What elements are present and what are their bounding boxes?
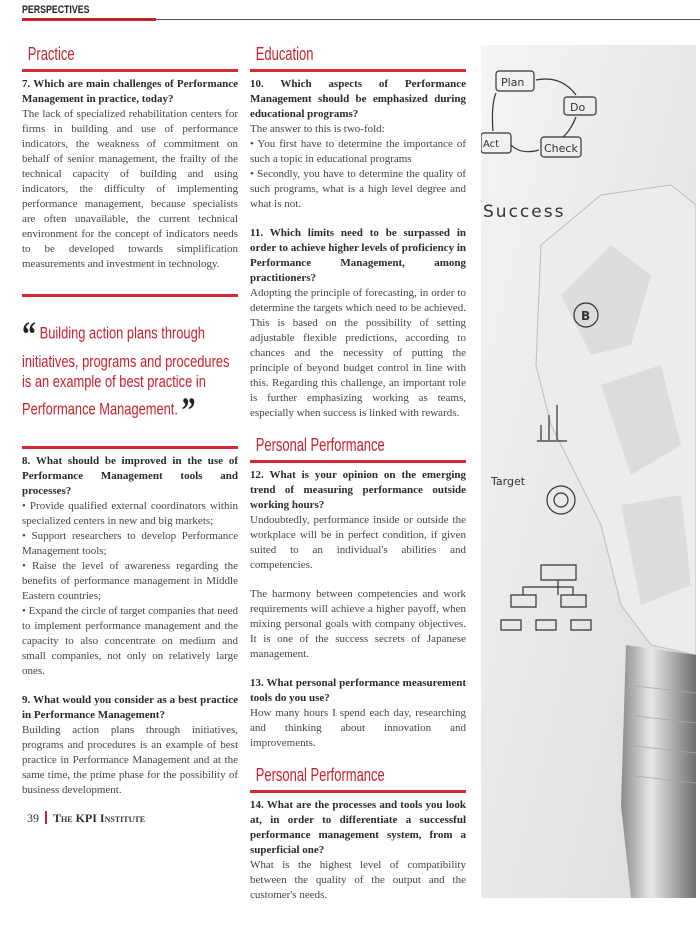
sketch-label: Success xyxy=(483,202,566,222)
qa-8-9 xyxy=(22,454,238,798)
column-middle xyxy=(250,44,466,903)
bullet: • Raise the level of awareness regarding the benefits of performance management in Middle Eastern countries; xyxy=(22,560,238,602)
close-quote-mark: ” xyxy=(181,390,196,430)
quote-rule-top xyxy=(22,294,238,297)
paragraph: The harmony between competencies and work requirements will achieve a higher payoff, when mixing personal goals with company objectives. It is one of the success secrets of Japanese management. xyxy=(250,588,466,660)
crumpled-lightbulb-photo xyxy=(481,45,696,898)
pull-quote xyxy=(22,316,238,428)
section-heading: Practice xyxy=(27,44,75,64)
sketch-label: Target xyxy=(491,475,526,488)
bullet: • Support researchers to develop Performance Management tools; xyxy=(22,530,238,557)
section-label: PERSPECTIVES xyxy=(22,4,90,16)
sketch-label: Do xyxy=(570,101,586,114)
open-quote-mark: “ xyxy=(22,314,37,354)
question-9: 9. What would you consider as a best practice in Performance Management? xyxy=(22,694,238,721)
page-footer xyxy=(22,810,238,826)
answer-11: Adopting the principle of forecasting, in order to determine the targets which need to be achieved. This is based on the possibility of setting adjustable flexible predictions, according to chances and the necessity of putting the principle of beyond budget control in line with this. Regarding this challenge, an important role is further emphasizing working as teams, especially when success is linked with rewards. xyxy=(250,287,466,419)
answer-8 xyxy=(22,499,238,679)
header-rule-accent xyxy=(22,18,156,21)
education-section xyxy=(250,44,466,421)
section-heading: Personal Performance xyxy=(255,435,385,455)
answer-9: Building action plans through initiatives, programs and procedures is an example of best practice in Performance Management and at the same time, the prime phase for the possibility of business development. xyxy=(22,724,238,796)
footer-divider xyxy=(45,811,47,824)
page-number: 39 xyxy=(27,811,39,825)
section-rule xyxy=(250,460,466,463)
question-13: 13. What personal performance measurement tools do you use? xyxy=(250,677,466,704)
answer-7: The lack of specialized rehabilitation centers for firms in building and use of performance indicators, the weakness of commitment on behalf of senior management, the frailty of the technical capacity of building and using indicators, the difficulty of implementing performance management, because specialists are often unavailable, the current technical environment for the concept of indicators needs to be developed towards simplification measurements and investment in technology. xyxy=(22,108,238,270)
answer-10 xyxy=(250,122,466,212)
question-12: 12. What is your opinion on the emerging trend of measuring performance outside working hours? xyxy=(250,469,466,511)
sketch-label: Act xyxy=(483,139,500,150)
section-rule xyxy=(250,790,466,793)
answer-12 xyxy=(250,513,466,662)
question-10: 10. Which aspects of Performance Management should be emphasized during educational programs? xyxy=(250,78,466,120)
pull-quote-text: Building action plans through initiatives, programs and procedures is an example of best practice in Performance Management. xyxy=(22,324,230,419)
publisher-name: The KPI Institute xyxy=(53,811,146,825)
column-left xyxy=(22,44,238,826)
question-8: 8. What should be improved in the use of Performance Management tools and processes? xyxy=(22,455,238,497)
answer-14: What is the highest level of compatibility between the quality of the output and the customer's needs. xyxy=(250,859,466,901)
section-rule xyxy=(22,69,238,72)
personal-performance-section-1 xyxy=(250,435,466,751)
personal-performance-section-2 xyxy=(250,765,466,903)
bullet: • You first have to determine the importance of such a topic in educational programs xyxy=(250,138,466,165)
answer-13: How many hours I spend each day, researching and thinking about innovation and improvements. xyxy=(250,707,466,749)
paragraph: Undoubtedly, performance inside or outside the workplace will be in perfect condition, if given suited to an individual's abilities and competencies. xyxy=(250,514,466,571)
bullet: • Provide qualified external coordinators within specialized centers in new and big markets; xyxy=(22,500,238,527)
question-7: 7. Which are main challenges of Performance Management in practice, today? xyxy=(22,78,238,105)
question-11: 11. Which limits need to be surpassed in order to achieve higher levels of proficiency in Performance Management, among practitioners? xyxy=(250,227,466,284)
practice-section xyxy=(22,44,238,272)
question-14: 14. What are the processes and tools you look at, in order to differentiate a successful performance management system, from a superficial one? xyxy=(250,799,466,856)
sketch-label: Check xyxy=(544,142,578,155)
section-heading: Education xyxy=(255,44,314,64)
header-rule xyxy=(156,19,700,20)
sketch-label: Plan xyxy=(501,76,525,89)
svg-text:B: B xyxy=(581,309,591,323)
section-heading: Personal Performance xyxy=(255,765,385,785)
bullet: • Expand the circle of target companies that need to implement performance management and the capacity to also concentrate on medium and small companies, not only on relatively large ones. xyxy=(22,605,238,677)
answer-line: The answer to this is two-fold: xyxy=(250,123,385,135)
bullet: • Secondly, you have to determine the quality of such programs, what is a high level degree and what is not. xyxy=(250,168,466,210)
section-rule xyxy=(250,69,466,72)
quote-rule-bottom xyxy=(22,446,238,449)
